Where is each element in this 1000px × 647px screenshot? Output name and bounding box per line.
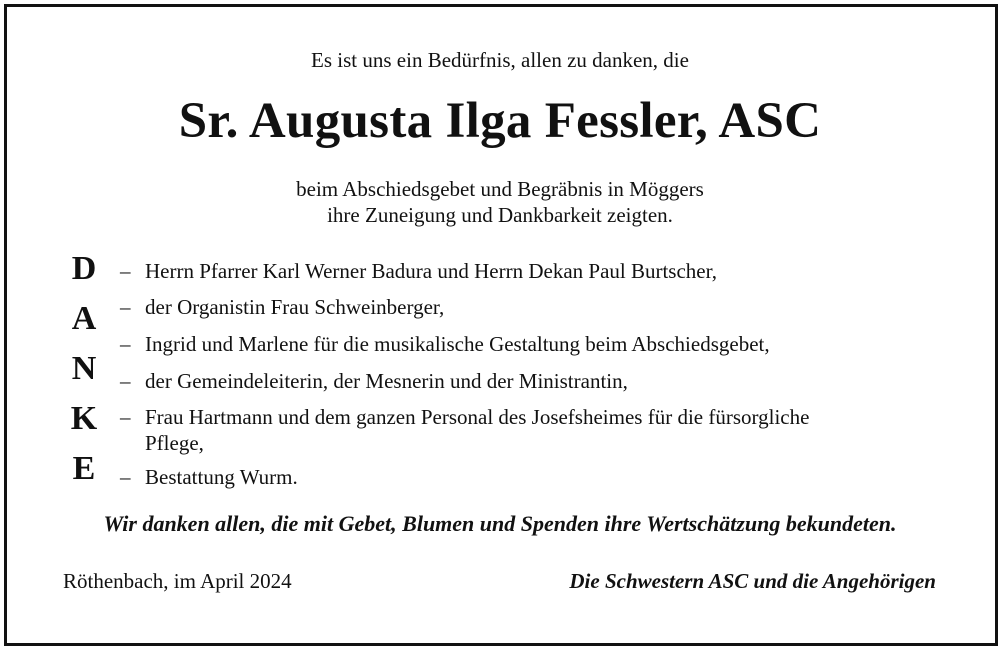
list-item-text: der Organistin Frau Schweinberger,: [145, 295, 445, 319]
subtitle-line-1: beim Abschiedsgebet und Begräbnis in Möggers: [296, 177, 704, 201]
danke-letter-n: N: [71, 350, 97, 387]
danke-letter-e: E: [72, 450, 96, 487]
deceased-name: Sr. Augusta Ilga Fessler, ASC: [178, 93, 822, 149]
list-item-text: der Gemeindeleiterin, der Mesnerin und der Ministrantin,: [145, 369, 628, 393]
subtitle: [0, 176, 1000, 228]
list-item-text: Herrn Pfarrer Karl Werner Badura und Herrn Dekan Paul Burtscher,: [145, 259, 718, 283]
list-item: [120, 294, 940, 320]
list-item-text: Bestattung Wurm.: [145, 465, 298, 489]
list-item: [120, 368, 940, 394]
intro-line: Es ist uns ein Bedürfnis, allen zu danken, die: [311, 48, 689, 72]
list-dash: –: [120, 369, 131, 393]
list-item: [120, 404, 820, 456]
list-item: [120, 258, 940, 284]
list-item-text: Ingrid und Marlene für die musikalische Gestaltung beim Abschiedsgebet,: [145, 332, 770, 356]
danke-letter-d: D: [71, 250, 97, 287]
danke-letter-k: K: [70, 400, 98, 437]
signature: Die Schwestern ASC und die Angehörigen: [569, 569, 936, 593]
list-dash: –: [120, 465, 131, 489]
subtitle-line-2: ihre Zuneigung und Dankbarkeit zeigten.: [327, 203, 673, 227]
closing-statement: Wir danken allen, die mit Gebet, Blumen und Spenden ihre Wertschätzung bekundeten.: [103, 511, 897, 536]
list-item: [120, 464, 940, 490]
place-and-date: Röthenbach, im April 2024: [63, 569, 292, 593]
list-item-text: Frau Hartmann und dem ganzen Personal des Josefsheimes für die fürsorgliche Pflege,: [145, 405, 810, 455]
list-dash: –: [120, 295, 131, 319]
list-dash: –: [120, 405, 131, 429]
list-item: [120, 331, 940, 357]
list-dash: –: [120, 259, 131, 283]
list-dash: –: [120, 332, 131, 356]
danke-letter-a: A: [71, 300, 97, 337]
